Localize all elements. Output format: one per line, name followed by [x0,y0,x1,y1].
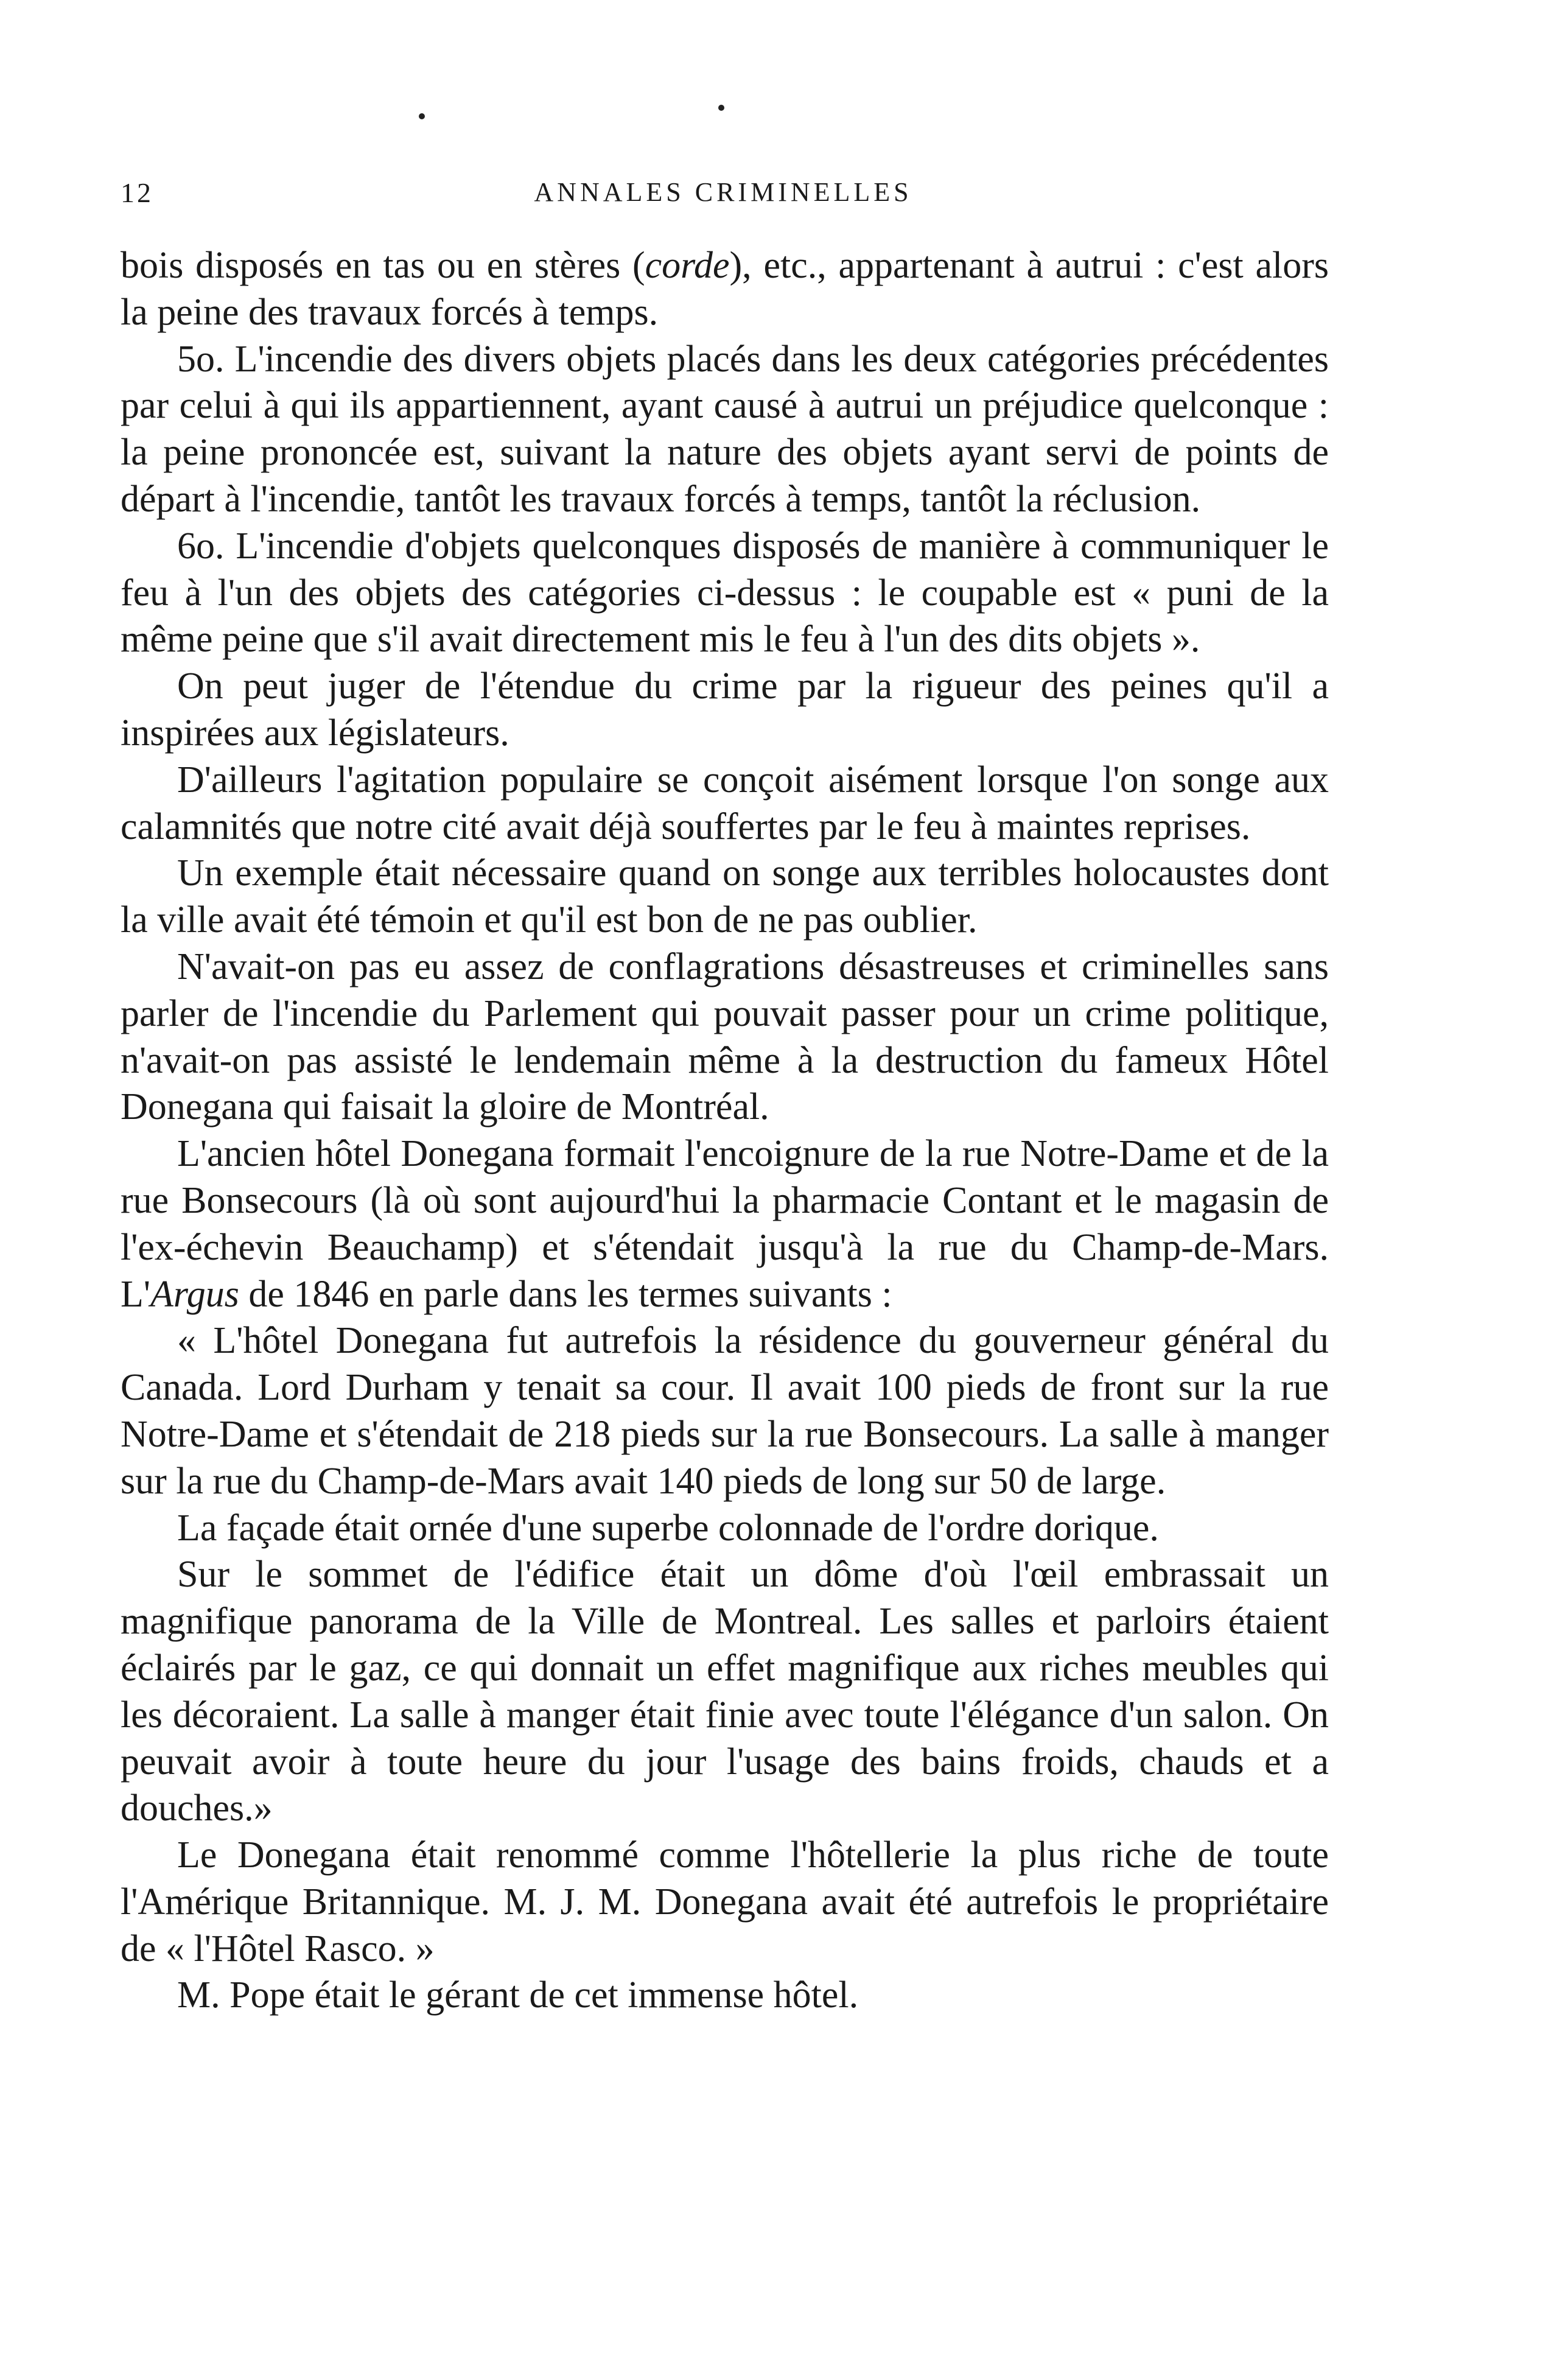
paragraph: 5o. L'incendie des divers objets placés dans les deux catégories précédentes par celui à qui ils appartiennent, ayant causé à autrui un préjudice quelconque : la peine prononcée est, suivant la nature des objets ayant servi de points de départ à l'incendie, tantôt les travaux forcés à temps, tantôt la réclusion. [121,338,1329,520]
paragraph: N'avait-on pas eu assez de conflagrations désastreuses et criminelles sans parler de l'incendie du Parlement qui pouvait passer pour un crime politique, n'avait-on pas assisté le lendemain même à la destruction du fameux Hôtel Donegana qui faisait la gloire de Montréal. [121,945,1329,1128]
running-title: ANNALES CRIMINELLES [534,177,912,207]
paragraph: Un exemple était nécessaire quand on songe aux terribles holocaustes dont la ville avait été témoin et qu'il est bon de ne pas oublier. [121,852,1329,941]
paragraph-continuation: bois disposés en tas ou en stères (corde), etc., appartenant à autrui : c'est alors la peine des travaux forcés à temps. [121,245,1329,333]
running-head [121,177,1326,213]
paragraph: On peut juger de l'étendue du crime par la rigueur des peines qu'il a inspirées aux législateurs. [121,665,1329,754]
page-number: 12 [121,177,153,208]
print-speck [419,113,425,119]
quotation-paragraph: « L'hôtel Donegana fut autrefois la résidence du gouverneur général du Canada. Lord Durham y tenait sa cour. Il avait 100 pieds de front sur la rue Notre-Dame et s'étendait de 218 pieds sur la rue Bonsecours. La salle à manger sur la rue du Champ-de-Mars avait 140 pieds de long sur 50 de large. [121,1320,1329,1502]
print-speck [718,105,724,111]
paragraph: M. Pope était le gérant de cet immense hôtel. [177,1974,859,2016]
body-text [121,242,1329,2019]
paragraph: Le Donegana était renommé comme l'hôtellerie la plus riche de toute l'Amérique Britannique. M. J. M. Donegana avait été autrefois le propriétaire de « l'Hôtel Rasco. » [121,1834,1329,1969]
italic-title: Argus [150,1273,239,1315]
quotation-paragraph: La façade était ornée d'une superbe colonnade de l'ordre dorique. [177,1507,1159,1549]
paragraph: 6o. L'incendie d'objets quelconques disposés de manière à communiquer le feu à l'un des objets des catégories ci-dessus : le coupable est « puni de la même peine que s'il avait directement mis le feu à l'un des dits objets ». [121,525,1329,661]
italic-term: corde [645,245,730,286]
quotation-paragraph: Sur le sommet de l'édifice était un dôme d'où l'œil embrassait un magnifique panorama de la Ville de Montreal. Les salles et parloirs étaient éclairés par le gaz, ce qui donnait un effet magnifique aux riches meubles qui les décoraient. La salle à manger était finie avec toute l'élégance d'un salon. On peuvait avoir à toute heure du jour l'usage des bains froids, chauds et a douches.» [121,1554,1329,1829]
paragraph: L'ancien hôtel Donegana formait l'encoignure de la rue Notre-Dame et de la rue Bonsecours (là où sont aujourd'hui la pharmacie Contant et le magasin de l'ex-échevin Beauchamp) et s'étendait jusqu'à la rue du Champ-de-Mars. L'Argus de 1846 en parle dans les termes suivants : [121,1133,1329,1315]
paragraph: D'ailleurs l'agitation populaire se conçoit aisément lorsque l'on songe aux calamnités que notre cité avait déjà souffertes par le feu à maintes reprises. [121,759,1329,847]
